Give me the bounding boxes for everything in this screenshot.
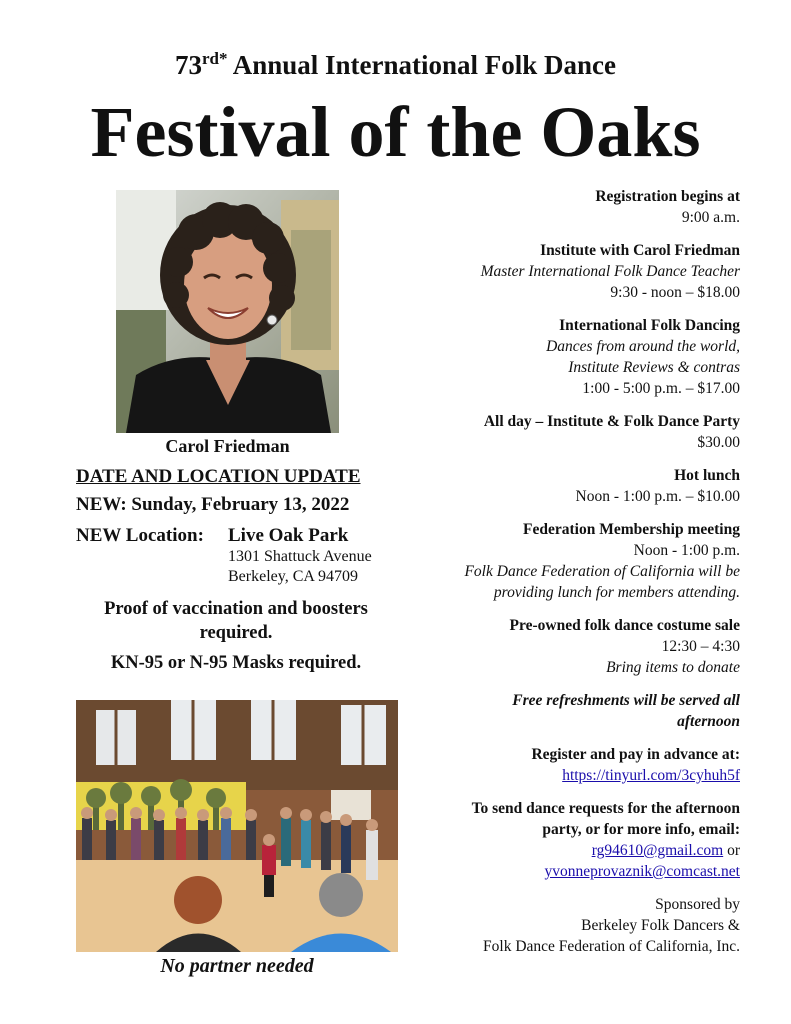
requests-block <box>400 798 740 882</box>
allday-block <box>400 411 740 453</box>
dancing-sub-1: Dances from around the world, <box>546 338 740 355</box>
refreshments-line-1: Free refreshments will be served all <box>512 692 740 709</box>
lunch-block <box>400 465 740 507</box>
vaccination-notice <box>76 597 396 645</box>
institute-time: 9:30 - noon – $18.00 <box>610 284 740 301</box>
lunch-time: Noon - 1:00 p.m. – $10.00 <box>575 488 740 505</box>
costume-time: 12:30 – 4:30 <box>661 638 740 655</box>
federation-note-1: Folk Dance Federation of California will be <box>464 563 740 580</box>
location-label: NEW Location: <box>76 525 204 546</box>
sponsor-line-3: Folk Dance Federation of California, Inc. <box>483 938 740 955</box>
registration-title: Registration begins at <box>595 188 740 205</box>
update-heading: DATE AND LOCATION UPDATE <box>76 466 361 487</box>
dance-hall-photo <box>76 700 398 952</box>
registration-time: 9:00 a.m. <box>681 209 740 226</box>
requests-line-2: party, or for more info, email: <box>542 821 740 838</box>
refreshments-block <box>400 690 740 732</box>
masks-notice: KN-95 or N-95 Masks required. <box>110 653 362 673</box>
institute-block <box>400 240 740 303</box>
allday-price: $30.00 <box>697 434 740 451</box>
federation-note-2: providing lunch for members attending. <box>493 584 740 601</box>
costume-block <box>400 615 740 678</box>
refreshments-line-2: afternoon <box>677 713 740 730</box>
federation-block <box>400 519 740 603</box>
register-title: Register and pay in advance at: <box>531 746 740 763</box>
sponsor-block <box>400 894 740 957</box>
ordinal-suffix: rd* <box>201 49 228 68</box>
dance-hall-illustration <box>76 700 398 952</box>
registration-block <box>400 186 740 228</box>
dancing-time: 1:00 - 5:00 p.m. – $17.00 <box>582 380 740 397</box>
teacher-caption: Carol Friedman <box>165 436 290 456</box>
sponsor-line-1: Sponsored by <box>655 896 740 913</box>
teacher-portrait-photo <box>116 190 339 433</box>
festival-title: Festival of the Oaks <box>90 92 701 172</box>
federation-time: Noon - 1:00 p.m. <box>633 542 740 559</box>
vaccination-line-1: Proof of vaccination and boosters <box>104 599 368 619</box>
new-date-line: NEW: Sunday, February 13, 2022 <box>76 494 350 515</box>
update-section <box>76 466 406 674</box>
requests-line-1: To send dance requests for the afternoon <box>471 800 740 817</box>
dancing-sub-2: Institute Reviews & contras <box>568 359 740 376</box>
anniversary-number: 73 <box>174 50 202 80</box>
vaccination-line-2: required. <box>199 623 273 643</box>
federation-title: Federation Membership meeting <box>523 521 740 538</box>
email-link-1[interactable]: rg94610@gmail.com <box>591 842 724 859</box>
register-block <box>400 744 740 786</box>
dance-photo-caption: No partner needed <box>160 955 314 977</box>
address-street: 1301 Shattuck Avenue <box>228 548 372 565</box>
festival-subtitle <box>0 50 791 81</box>
email-link-2[interactable]: yvonneprovaznik@comcast.net <box>544 863 740 880</box>
location-row <box>76 525 406 547</box>
schedule-column <box>400 186 740 969</box>
institute-subtitle: Master International Folk Dance Teacher <box>480 263 740 280</box>
lunch-title: Hot lunch <box>674 467 740 484</box>
address-city: Berkeley, CA 94709 <box>228 568 359 585</box>
dancing-block <box>400 315 740 399</box>
location-name: Live Oak Park <box>228 525 349 546</box>
costume-title: Pre-owned folk dance costume sale <box>509 617 740 634</box>
institute-title: Institute with Carol Friedman <box>540 242 740 259</box>
portrait-illustration <box>116 190 339 433</box>
dancing-title: International Folk Dancing <box>559 317 740 334</box>
allday-title: All day – Institute & Folk Dance Party <box>483 413 740 430</box>
address-block <box>228 547 406 587</box>
sponsor-line-2: Berkeley Folk Dancers & <box>581 917 740 934</box>
or-text: or <box>723 842 740 859</box>
subtitle-text: Annual International Folk Dance <box>227 50 617 80</box>
costume-note: Bring items to donate <box>606 659 740 676</box>
register-link[interactable]: https://tinyurl.com/3cyhuh5f <box>562 767 740 784</box>
